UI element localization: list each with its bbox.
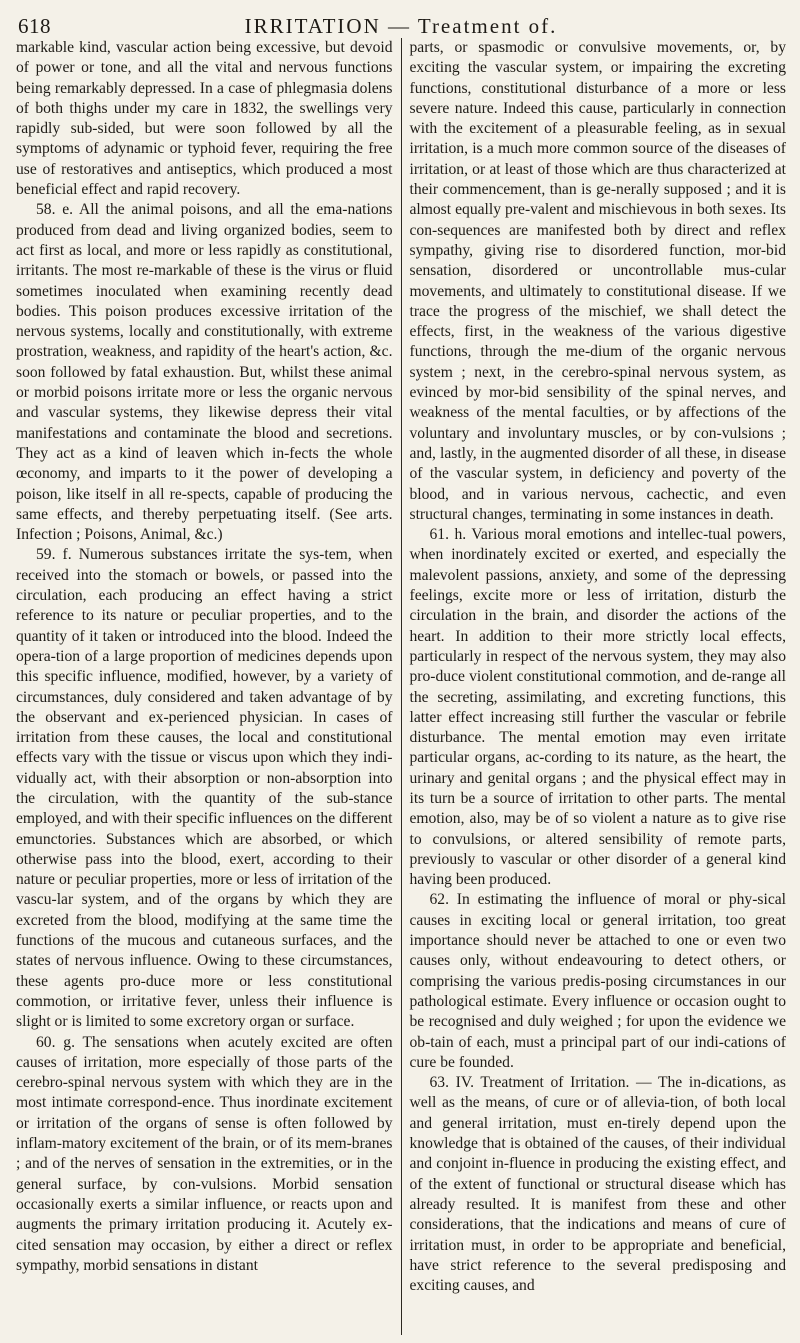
paragraph: 61. h. Various moral emotions and intellec-tual powers, when inordinately excited or exerted, and especially the malevolent passions, anxiety, and some of the depressing feelings, excite more or less of irritation, disturb the circulation in the brain, and disorder the actions of the heart. In addition to their more strictly local effects, particularly in respect of the nervous system, they may also pro-duce violent constitutional commotion, and de-range all the secreting, assimilating, and excreting functions, this latter effect increasing still further the vascular or febrile disturbance. The mental emotion may even irritate particular organs, ac-cording to its nature, as the heart, the urinary and genital organs ; and the physical effect may in its turn be a source of irritation to other parts. The mental emotion, also, may be of so violent a nature as to give rise to convulsions, or altered sensibility of remote parts, previously to vascular or other disorder of a general kind having been produced. [409,526,786,889]
paragraph: 60. g. The sensations when acutely excited are often causes of irritation, more especially of those parts of the cerebro-spinal nervous system with which they are in the most intimate correspond-ence. Thus inordinate excitement or irritation of the organs of sense is often followed by inflam-matory excitement of the brain, or of its mem-branes ; and of the nerves of sensation in the extremities, or in the general surface, by con-vulsions. Morbid sensation occasionally exerts a similar influence, or reacts upon and augments the primary irritation producing it. Acutely ex-cited sensation may occasion, by either a direct or reflex sympathy, morbid sensations in distant [16,1033,393,1274]
text-columns [16,38,786,1335]
page-number: 618 [18,14,51,38]
paragraph: 58. e. All the animal poisons, and all the ema-nations produced from dead and living organized bodies, seem to act first as local, and more or less rapidly as constitutional, irritants. The most re-markable of these is the virus or fluid sometimes inoculated when examining recently dead bodies. This poison produces excessive irritation of the nervous systems, locally and constitutionally, with extreme prostration, weakness, and rapidity of the heart's action, &c. soon followed by fatal exhaustion. But, whilst these animal or morbid poisons irritate more or less the organic nervous and vascular systems, they likewise depress their vital manifestations and contaminate the blood and secretions. They act as a kind of leaven which in-fects the whole œconomy, and imparts to it the power of developing a poison, like itself in all re-spects, capable of producing the same effects, and thereby perpetuating itself. (See arts. Infection ; Poisons, Animal, &c.) [16,201,393,544]
paragraph: 59. f. Numerous substances irritate the sys-tem, when received into the stomach or bowels, or passed into the circulation, each producing an effect having a strict reference to its nature or peculiar properties, and to the quantity of it taken or introduced into the blood. Indeed the opera-tion of a large proportion of medicines depends upon this specific influence, modified, however, by a variety of circumstances, duly considered and taken advantage of by the observant and ex-perienced physician. In cases of irritation from these causes, the local and constitutional effects vary with the tissue or viscus upon which they indi-vidually act, with their absorption or non-absorption into the circulation, with the quantity of the sub-stance employed, and with their specific influences on the different emunctories. Substances which are absorbed, or which otherwise pass into the blood, exert, according to their nature or peculiar properties, more or less of irritation of the vascu-lar system, and of the organs by which they are excreted from the blood, modifying at the same time the functions of the mucous and cutaneous surfaces, and the states of nervous influence. Owing to these circumstances, these agents pro-duce more or less constitutional commotion, or irritative fever, unless their influence is slight or is limited to some excretory organ or surface. [16,546,393,1031]
paragraph: parts, or spasmodic or convulsive movements, or, by exciting the vascular system, or impairing the excreting functions, constitutional disturbance of a more or less severe nature. Indeed this cause, particularly in connection with the excitement of a pleasurable feeling, as in sexual irritation, is a much more common source of the diseases of irritation, or at least of those which are thus characterized at their commencement, than is ge-nerally supposed ; and it is almost equally pre-valent and mischievous in both sexes. Its con-sequences are manifested both by direct and reflex sympathy, giving rise to disordered function, mor-bid sensation, disordered or uncontrollable mus-cular movements, and ultimately to constitutional disease. If we trace the progress of the mischief, we shall detect the effects, first, in the weakness of the various digestive functions, through the me-dium of the organic nervous system ; next, in the cerebro-spinal nervous system, as evinced by mor-bid sensibility of the spinal nerves, and weakness of the mental faculties, or by affections of the voluntary and involuntary muscles, or by con-vulsions ; and, lastly, in the augmented disorder of all these, in disease of the vascular system, in deficiency and poverty of the blood, and in various nervous, cachectic, and even structural changes, terminating in some instances in death. [409,39,786,523]
right-column [402,38,787,1335]
paragraph: 62. In estimating the influence of moral or phy-sical causes in exciting local or general irritation, too great importance should never be attached to one or even two causes only, without endeavouring to detect others, or comprising the various predis-posing circumstances in our pathological estimate. Every influence or occasion ought to be recognised and duly weighed ; for upon the evidence we ob-tain of each, must a principal part of our indi-cations of cure be founded. [409,891,786,1071]
running-title: IRRITATION — Treatment of. [244,14,558,38]
paragraph: 63. IV. Treatment of Irritation. — The in-dications, as well as the means, of cure or of allevia-tion, of both local and general irritation, must en-tirely depend upon the knowledge that is obtained of the causes, of their individual and conjoint in-fluence in producing the existing effect, and of the extent of functional or structural disease which has already resulted. It is manifest from these and other considerations, that the indications and means of cure of irritation must, in order to be appropriate and beneficial, have strict reference to the several predisposing and exciting causes, and [409,1074,786,1295]
paragraph: markable kind, vascular action being excessive, but devoid of power or tone, and all the vital and nervous functions being remarkably depressed. In a case of phlegmasia dolens of both thighs under my care in 1832, the swellings very rapidly sub-sided, but were soon followed by all the symptoms of adynamic or typhoid fever, requiring the free use of restoratives and antiseptics, which produced a most beneficial effect and rapid recovery. [16,39,393,199]
left-column [16,38,401,1335]
